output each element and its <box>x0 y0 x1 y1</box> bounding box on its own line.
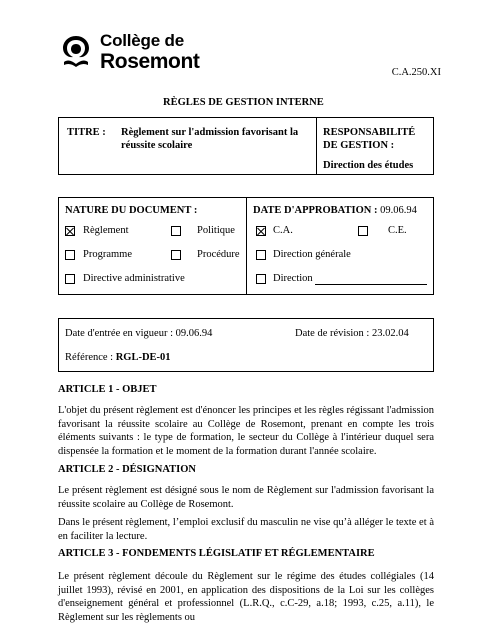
direction-checkbox[interactable] <box>256 274 266 284</box>
politique-label: Politique <box>197 225 235 236</box>
direction-generale-label: Direction générale <box>273 249 351 260</box>
ce-label: C.E. <box>388 225 407 236</box>
reglement-checkbox[interactable] <box>65 226 75 236</box>
title-box <box>58 117 434 175</box>
article1-heading: ARTICLE 1 - OBJET <box>58 384 157 395</box>
responsabilite-value: Direction des études <box>323 160 414 171</box>
entree-row <box>65 327 212 341</box>
entree-label: Date d'entrée en vigueur : <box>65 328 174 339</box>
nature-heading: NATURE DU DOCUMENT : <box>65 205 198 216</box>
article3-heading: ARTICLE 3 - FONDEMENTS LÉGISLATIF ET RÉGLEMENTAIRE <box>58 548 375 559</box>
politique-checkbox[interactable] <box>171 226 181 236</box>
ca-checkbox[interactable] <box>256 226 266 236</box>
direction-label: Direction <box>273 273 313 284</box>
reference-label: Référence : <box>65 352 114 363</box>
titre-value-line1: Règlement sur l'admission favorisant la <box>121 127 299 138</box>
dates-box <box>58 318 434 372</box>
responsabilite-label-line2: DE GESTION : <box>323 140 395 151</box>
article1-text: L'objet du présent règlement est d'énoncer les principes et les règles régissant l'admission favorisant la réussite scolaire au Collège de Rosemont, prenant en compte les trois éléments suivants : le type de formation, le secteur du Collège à l'intérieur duquel sera dispensée la formation et le moment de la formation durant l'année scolaire. <box>58 405 434 457</box>
revision-label: Date de révision : <box>295 328 370 339</box>
programme-label: Programme <box>83 249 132 260</box>
directive-label: Directive administrative <box>83 273 185 284</box>
direction-fill-line <box>315 284 427 285</box>
article2-heading: ARTICLE 2 - DÉSIGNATION <box>58 464 197 475</box>
titre-value-line2: réussite scolaire <box>121 140 193 151</box>
logo-text-line2: Rosemont <box>100 50 200 73</box>
reglement-label: Règlement <box>83 225 129 236</box>
main-title: RÈGLES DE GESTION INTERNE <box>163 97 324 108</box>
approbation-heading: DATE D'APPROBATION : <box>253 205 378 216</box>
procedure-checkbox[interactable] <box>171 250 181 260</box>
article2-text2: Dans le présent règlement, l’emploi exclusif du masculin ne vise qu’à alléger le texte et à en faciliter la lecture. <box>58 517 434 542</box>
reference-row <box>65 351 171 365</box>
directive-checkbox[interactable] <box>65 274 75 284</box>
college-logo <box>58 30 198 74</box>
entree-value: 09.06.94 <box>175 328 213 339</box>
article2-text1: Le présent règlement est désigné sous le nom de Règlement sur l'admission favorisant la réussite scolaire au Collège de Rosemont. <box>58 485 434 510</box>
revision-value: 23.02.04 <box>371 328 409 339</box>
responsabilite-label-line1: RESPONSABILITÉ <box>323 127 416 138</box>
rosemont-emblem-icon <box>58 32 94 70</box>
approbation-row <box>253 204 417 218</box>
document-code: C.A.250.XI <box>391 67 441 78</box>
ca-label: C.A. <box>273 225 293 236</box>
direction-generale-checkbox[interactable] <box>256 250 266 260</box>
revision-row <box>295 327 409 341</box>
approbation-date: 09.06.94 <box>380 205 417 216</box>
logo-text-line1: Collège de <box>100 31 184 50</box>
titre-label: TITRE : <box>67 127 106 138</box>
article3-text: Le présent règlement découle du Règlement sur le régime des études collégiales (14 juillet 1993), révisé en 2001, en application des dispositions de la Loi sur les collèges d'enseignement général et professionnel (L.R.Q., c.C-29, a.18; 1993, c.25, a.11), le Règlement sur les règlements ou <box>58 571 434 623</box>
programme-checkbox[interactable] <box>65 250 75 260</box>
nature-box <box>58 197 434 295</box>
ce-checkbox[interactable] <box>358 226 368 236</box>
procedure-label: Procédure <box>197 249 240 260</box>
reference-value: RGL-DE-01 <box>115 352 171 363</box>
